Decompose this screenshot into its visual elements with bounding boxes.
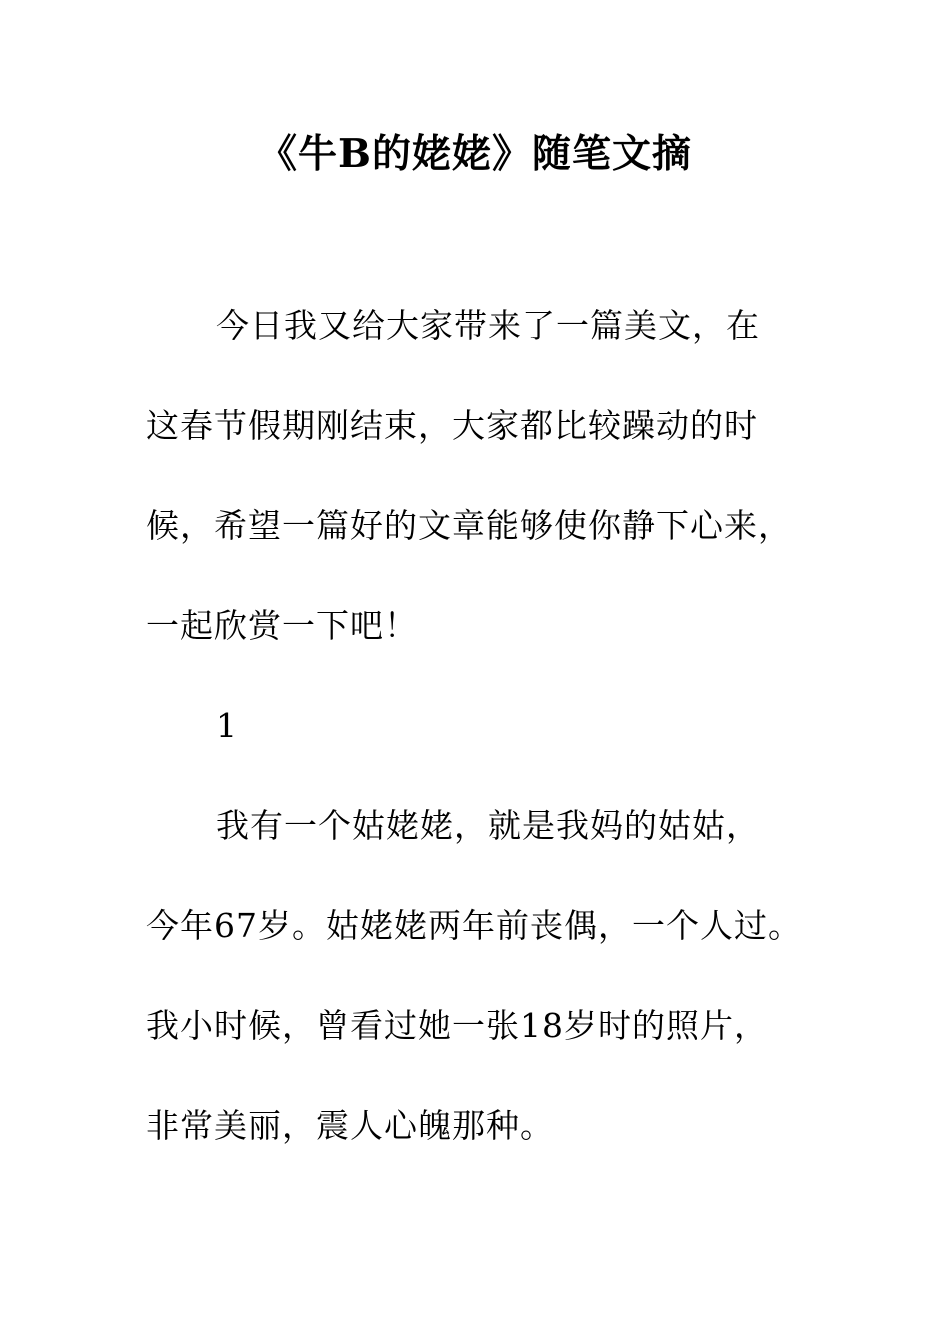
paragraph-line: 我小时候，曾看过她一张18岁时的照片， <box>146 1006 768 1045</box>
paragraph-line: 今年67岁。姑姥姥两年前丧偶，一个人过。 <box>146 906 802 945</box>
paragraph-line: 这春节假期刚结束，大家都比较躁动的时 <box>146 406 758 445</box>
paragraph-line: 一起欣赏一下吧！ <box>146 606 418 645</box>
paragraph-line: 今日我又给大家带来了一篇美文，在 <box>216 306 760 345</box>
section-number: 1 <box>216 706 238 745</box>
document-body <box>146 300 826 1200</box>
paragraph-line: 非常美丽，震人心魄那种。 <box>146 1106 554 1145</box>
paragraph-line: 我有一个姑姥姥，就是我妈的姑姑， <box>216 806 760 845</box>
document-title: 《牛B的姥姥》随笔文摘 <box>258 131 692 177</box>
paragraph-line: 候，希望一篇好的文章能够使你静下心来， <box>146 506 792 545</box>
